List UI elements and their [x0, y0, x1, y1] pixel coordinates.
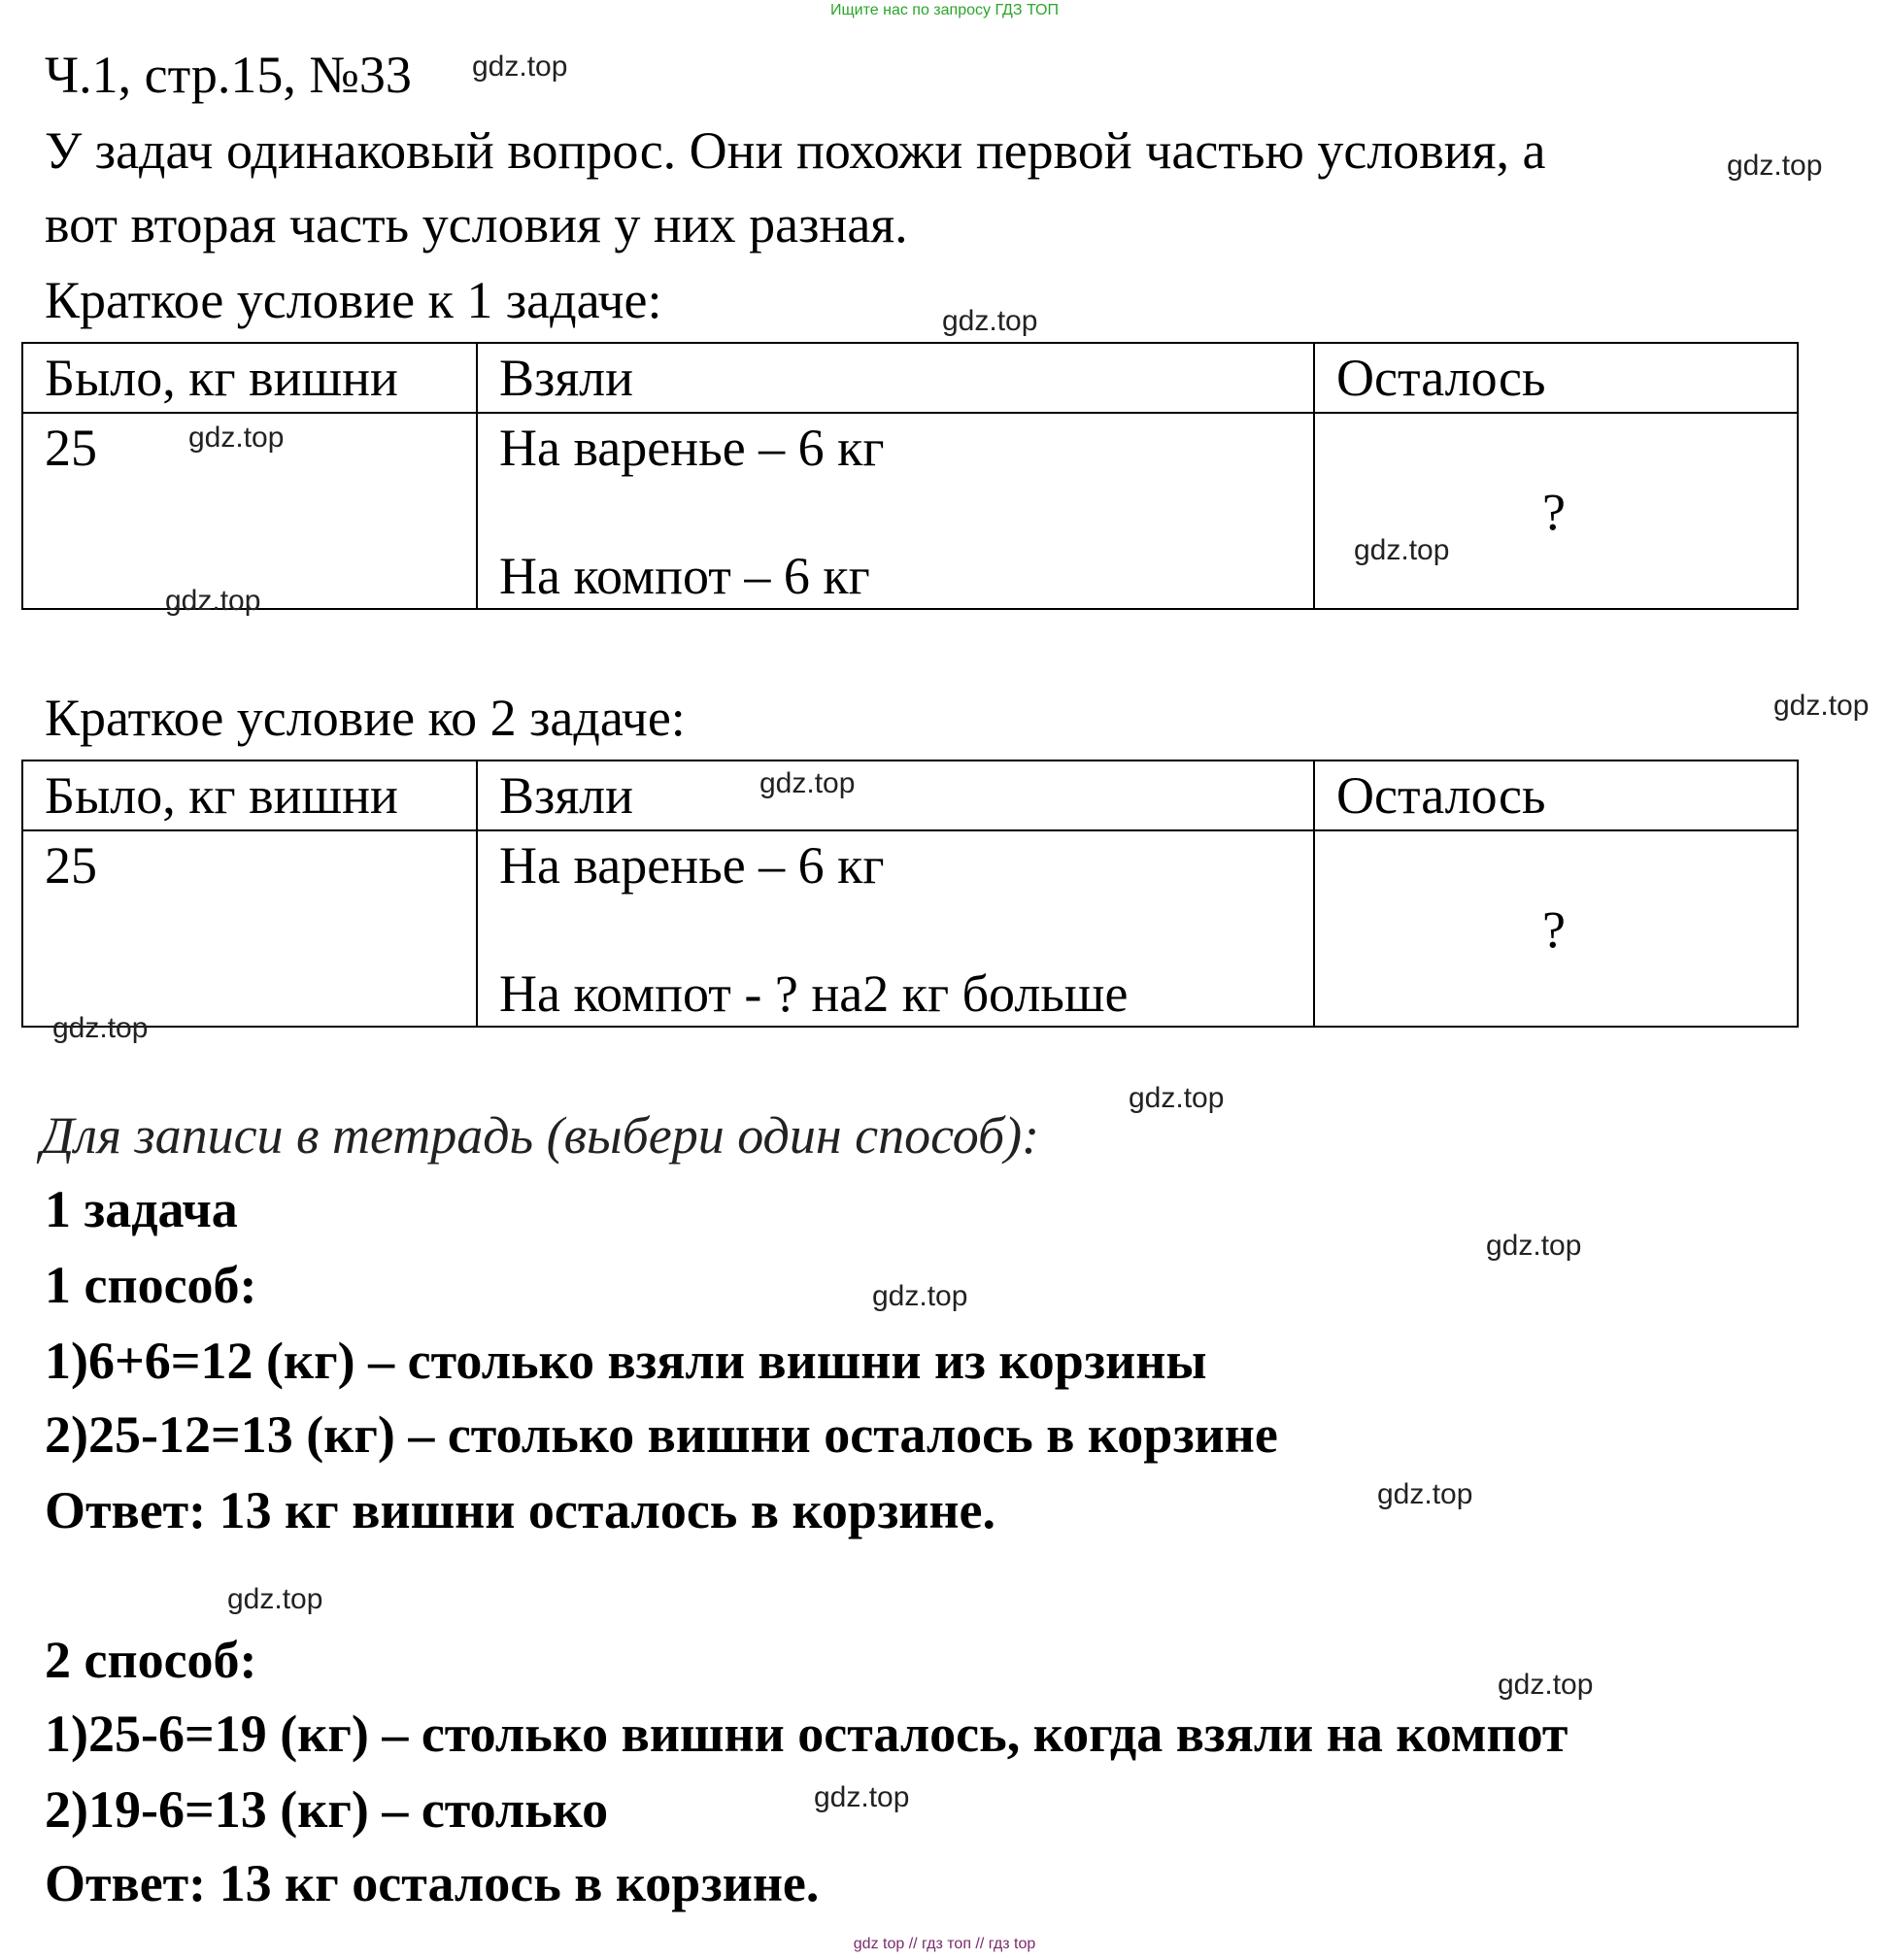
table-header-row — [22, 760, 1798, 830]
watermark: gdz.top — [165, 585, 261, 617]
task1-table — [21, 342, 1799, 610]
cell-took — [477, 830, 1314, 1027]
watermark: gdz.top — [759, 767, 856, 799]
was-value: 25 — [45, 836, 97, 895]
took-compote: На компот - ? на2 кг больше — [499, 964, 1129, 1023]
watermark: gdz.top — [1129, 1082, 1225, 1114]
way2-title: 2 способ: — [45, 1631, 257, 1689]
left-value: ? — [1542, 483, 1566, 541]
col-header-took: Взяли — [477, 760, 1314, 830]
watermark: gdz.top — [188, 422, 285, 454]
table-header-row — [22, 343, 1798, 413]
solution-task-title: 1 задача — [45, 1180, 238, 1238]
way1-step1: 1)6+6=12 (кг) – столько взяли вишни из корзины — [45, 1332, 1207, 1390]
watermark: gdz.top — [52, 1012, 149, 1044]
top-banner: Ищите нас по запросу ГДЗ ТОП — [830, 2, 1059, 18]
task2-caption: Краткое условие ко 2 задаче: — [45, 689, 686, 747]
col-header-left: Осталось — [1314, 343, 1798, 413]
way1-step2: 2)25-12=13 (кг) – столько вишни осталось в корзине — [45, 1405, 1278, 1464]
watermark: gdz.top — [872, 1280, 968, 1312]
notebook-hint: Для записи в тетрадь (выбери один способ): — [41, 1106, 1040, 1165]
watermark: gdz.top — [1377, 1478, 1473, 1510]
way2-step1: 1)25-6=19 (кг) – столько вишни осталось, когда взяли на компот — [45, 1705, 1569, 1763]
watermark: gdz.top — [1727, 150, 1823, 182]
took-jam: На варенье – 6 кг — [499, 419, 885, 477]
watermark: gdz.top — [1354, 534, 1450, 566]
cell-was — [22, 830, 477, 1027]
task1-caption: Краткое условие к 1 задаче: — [45, 271, 662, 329]
table-row — [22, 413, 1798, 609]
watermark: gdz.top — [1498, 1669, 1594, 1701]
cell-took — [477, 413, 1314, 609]
intro-line-1: У задач одинаковый вопрос. Они похожи первой частью условия, а — [45, 121, 1546, 180]
intro-line-2: вот вторая часть условия у них разная. — [45, 195, 908, 253]
bottom-banner: gdz top // гдз топ // гдз top — [853, 1936, 1036, 1952]
watermark: gdz.top — [1773, 690, 1870, 722]
watermark: gdz.top — [472, 51, 568, 83]
way1-title: 1 способ: — [45, 1256, 257, 1314]
watermark: gdz.top — [1486, 1230, 1582, 1262]
col-header-was: Было, кг вишни — [22, 343, 477, 413]
table-row — [22, 830, 1798, 1027]
watermark: gdz.top — [814, 1781, 910, 1813]
way2-answer: Ответ: 13 кг осталось в корзине. — [45, 1854, 820, 1912]
cell-left — [1314, 413, 1798, 609]
took-compote: На компот – 6 кг — [499, 547, 870, 605]
was-value: 25 — [45, 419, 97, 477]
took-jam: На варенье – 6 кг — [499, 836, 885, 895]
col-header-left: Осталось — [1314, 760, 1798, 830]
way1-answer: Ответ: 13 кг вишни осталось в корзине. — [45, 1481, 995, 1539]
col-header-took: Взяли — [477, 343, 1314, 413]
page-title: Ч.1, стр.15, №33 — [45, 46, 412, 104]
cell-left — [1314, 830, 1798, 1027]
task2-table — [21, 760, 1799, 1028]
col-header-was: Было, кг вишни — [22, 760, 477, 830]
way2-step2: 2)19-6=13 (кг) – столько — [45, 1780, 609, 1839]
watermark: gdz.top — [942, 305, 1038, 337]
left-value: ? — [1542, 900, 1566, 959]
watermark: gdz.top — [227, 1583, 323, 1615]
